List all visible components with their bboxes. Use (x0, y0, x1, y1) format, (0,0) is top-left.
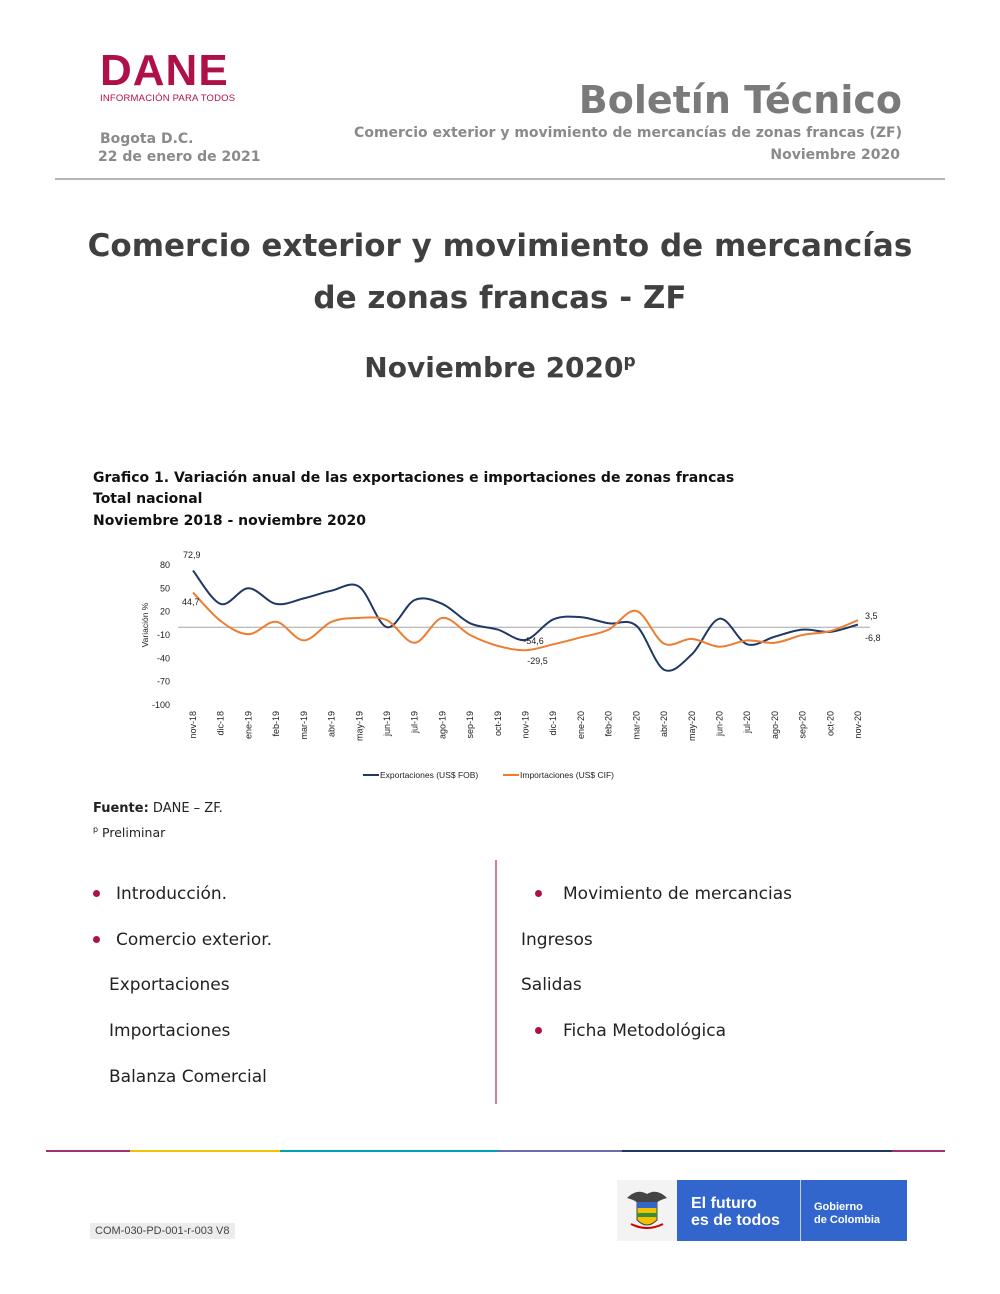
header-subtitle: Comercio exterior y movimiento de mercancías de zonas francas (ZF) (354, 125, 902, 141)
preliminary-note-mark: p (93, 825, 99, 834)
figure-caption: Grafico 1. Variación anual de las exportaciones e importaciones de zonas francas (93, 470, 735, 486)
toc-item-importaciones[interactable]: Importaciones (109, 1021, 231, 1041)
bullet-icon (535, 1027, 542, 1034)
y-tick-label: 50 (159, 583, 170, 594)
gov-slogan-line2: es de todos (691, 1212, 780, 1229)
x-tick-label: may-19 (354, 711, 365, 742)
logo-wordmark: DANE (100, 46, 229, 95)
x-tick-label: oct-19 (492, 711, 503, 737)
page-title-line2: de zonas francas - ZF (313, 280, 687, 316)
x-tick-label: feb-19 (271, 711, 282, 737)
page-subtitle (60, 348, 940, 388)
x-tick-label: sep-19 (465, 711, 476, 739)
x-tick-label: jun-20 (714, 711, 725, 737)
footer-stripe-segment (46, 1150, 130, 1152)
x-tick-label: dic-19 (548, 711, 559, 736)
toc-item-balanza-comercial[interactable]: Balanza Comercial (109, 1067, 267, 1087)
x-tick-label: feb-20 (603, 711, 614, 737)
data-label: 3,5 (865, 611, 878, 621)
data-label: -54,6 (523, 635, 544, 646)
document-code: COM-030-PD-001-r-003 V8 (90, 1223, 235, 1239)
x-tick-label: mar-20 (631, 711, 642, 740)
footer-stripe-segment (130, 1150, 280, 1152)
toc-item-exportaciones[interactable]: Exportaciones (109, 975, 230, 995)
y-tick-label: -70 (156, 676, 170, 687)
publication-date: 22 de enero de 2021 (98, 149, 261, 165)
line-chart (138, 545, 898, 790)
gov-name-line2: de Colombia (814, 1214, 881, 1226)
city: Bogota D.C. (100, 131, 194, 147)
dane-logo (100, 46, 240, 104)
x-tick-label: ago-20 (769, 711, 780, 740)
gov-slogan-line1: El futuro (691, 1195, 757, 1212)
footer-stripe-segment (622, 1150, 892, 1152)
figure-period: Noviembre 2018 - noviembre 2020 (93, 513, 367, 529)
gov-separator (800, 1180, 801, 1241)
y-tick-label: -40 (156, 653, 170, 664)
chart-legend (363, 770, 614, 780)
bullet-icon (93, 936, 100, 943)
coat-of-arms-icon (617, 1180, 677, 1241)
data-label: 44,7 (182, 597, 200, 607)
footer-stripe-segment (498, 1150, 622, 1152)
x-tick-label: abr-19 (326, 711, 337, 738)
series-line-0 (193, 571, 858, 671)
x-tick-label: ene-19 (243, 711, 254, 740)
y-tick-label: -100 (151, 700, 170, 710)
y-tick-label: -10 (156, 630, 170, 640)
x-tick-label: ene-20 (575, 711, 586, 740)
toc-item-movimiento-mercancias[interactable]: Movimiento de mercancias (563, 884, 793, 904)
doc-type-title: Boletín Técnico (578, 78, 902, 122)
y-tick-label: 80 (159, 560, 170, 570)
toc-item-ficha-metodologica[interactable]: Ficha Metodológica (563, 1021, 726, 1041)
source-label: Fuente: (93, 801, 149, 816)
page-title-line1: Comercio exterior y movimiento de mercancías (87, 228, 913, 264)
toc-item-salidas[interactable]: Salidas (521, 975, 582, 995)
x-tick-label: nov-18 (188, 711, 198, 739)
gov-name-line1: Gobierno (814, 1201, 863, 1213)
x-tick-label: jul-19 (409, 711, 420, 734)
page-title (60, 220, 940, 324)
x-tick-label: mar-19 (298, 711, 309, 740)
x-tick-label: oct-20 (825, 711, 836, 737)
preliminary-note-text: Preliminar (98, 825, 166, 841)
source-note (93, 800, 223, 818)
x-tick-label: ago-19 (437, 711, 448, 740)
x-tick-label: dic-18 (215, 711, 226, 736)
toc-item-introduccion[interactable]: Introducción. (116, 884, 228, 904)
preliminary-note (93, 821, 165, 842)
footer-stripe-segment (892, 1150, 945, 1152)
gov-slogan (691, 1195, 780, 1229)
contents-divider (495, 860, 497, 1104)
legend-label: Importaciones (US$ CIF) (520, 770, 614, 780)
chart-axes (140, 560, 870, 741)
x-tick-label: jun-19 (381, 711, 392, 737)
bullet-icon (93, 890, 100, 897)
toc-item-ingresos[interactable]: Ingresos (521, 930, 593, 950)
government-logo (617, 1180, 907, 1241)
data-label: -29,5 (527, 656, 548, 667)
preliminary-mark: p (623, 351, 636, 372)
legend-label: Exportaciones (US$ FOB) (380, 770, 479, 780)
header-divider (55, 178, 945, 180)
x-tick-label: may-20 (686, 711, 697, 742)
figure-scope: Total nacional (93, 491, 203, 507)
chart-series (193, 571, 858, 671)
toc-item-comercio-exterior[interactable]: Comercio exterior. (116, 930, 273, 950)
page-subtitle-text: Noviembre 2020 (364, 351, 624, 384)
y-tick-label: 20 (159, 606, 170, 617)
x-tick-label: nov-19 (520, 711, 531, 739)
x-tick-label: sep-20 (797, 711, 808, 739)
x-tick-label: jul-20 (742, 711, 753, 734)
footer-stripe-segment (280, 1150, 498, 1152)
source-text: DANE – ZF. (148, 801, 223, 816)
x-tick-label: abr-20 (659, 711, 670, 738)
bullet-icon (535, 890, 542, 897)
gov-name (814, 1201, 880, 1227)
data-label: -6,8 (865, 633, 881, 643)
y-axis-label: Variación % (140, 602, 150, 648)
data-label: 72,9 (183, 550, 201, 560)
header-period: Noviembre 2020 (770, 147, 900, 163)
logo-tagline: INFORMACIÓN PARA TODOS (100, 93, 236, 104)
x-tick-label: nov-20 (853, 711, 863, 739)
